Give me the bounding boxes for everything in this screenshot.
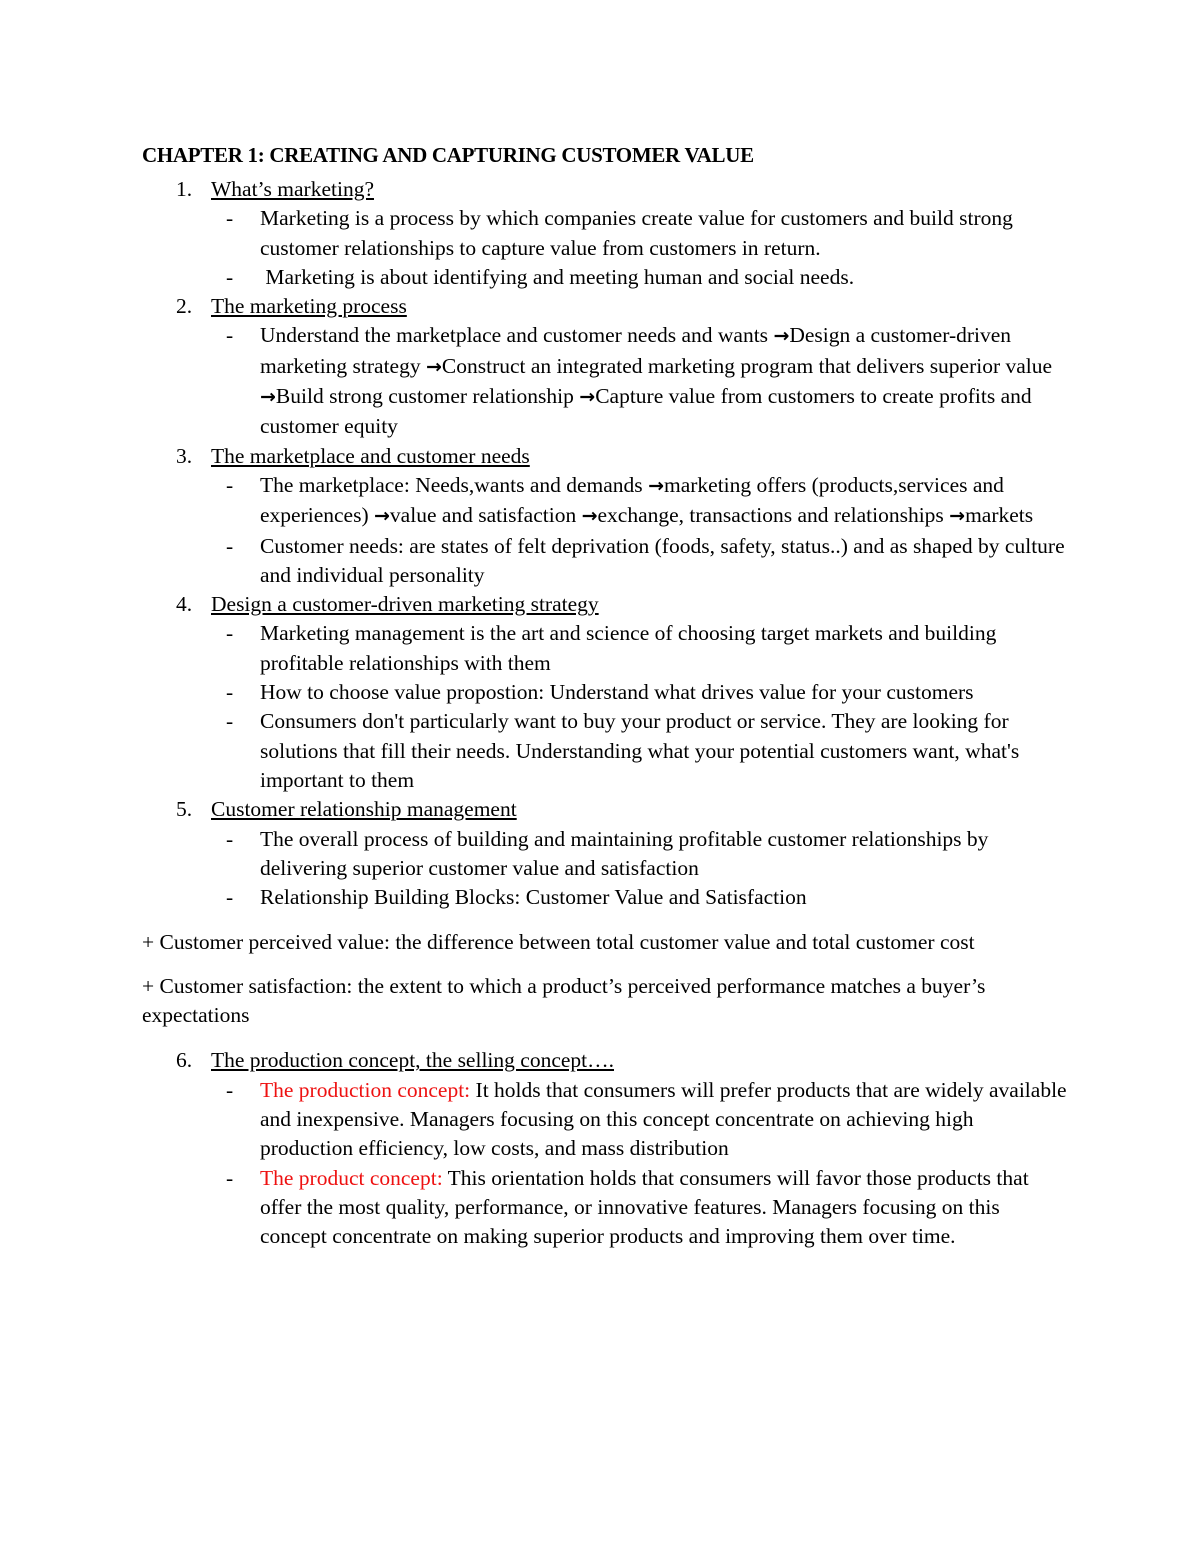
section-1 [142,175,1067,292]
bullet-dash: - [226,709,234,734]
bullet-item [142,619,1067,678]
bullet-text: Customer needs: are states of felt deprivation (foods, safety, status..) and as shaped by culture and individual personality [260,533,1065,587]
bullet-dash: - [226,1165,234,1190]
section-5 [142,795,1067,912]
section-heading [142,442,1067,471]
bullet-item [142,1076,1067,1164]
bullet-text [260,323,1052,438]
bullet-item [142,707,1067,795]
bullet-item [142,263,1067,292]
bullet-dash: - [226,826,234,851]
bullet-dash: - [226,621,234,646]
section-heading-text: The production concept, the selling concept…. [211,1048,614,1073]
bullet-text: The overall process of building and maintaining profitable customer relationships by delivering superior customer value and satisfaction [260,826,989,880]
section-number: 1. [176,177,193,201]
section-heading [142,590,1067,619]
section-heading [142,1046,1067,1075]
bullet-item [142,825,1067,884]
marketplace-step: marketing offers (products,services and experiences) [260,472,1004,528]
section-heading [142,175,1067,204]
concept-description: It holds that consumers will prefer products that are widely available and inexpensive. Managers focusing on this concept concentrate on achieving high production efficiency, low costs, and mass distribution [260,1077,1067,1161]
section-heading [142,292,1067,321]
section-3 [142,442,1067,590]
bullet-item [142,1164,1067,1252]
section-6 [142,1046,1067,1251]
bullet-dash: - [226,323,234,348]
bullet-text [260,473,1033,527]
bullet-dash: - [226,206,234,231]
process-step: Build strong customer relationship [275,384,580,409]
bullet-text [260,1078,1067,1161]
note-paragraph: + Customer perceived value: the difference between total customer value and total customer cost [142,930,975,955]
arrow-right-icon: → [425,355,442,378]
bullet-dash: - [226,680,234,705]
marketplace-step: markets [965,503,1034,528]
note-paragraph: + Customer satisfaction: the extent to which a product’s perceived performance matches a buyer’s expectations [142,973,986,1028]
process-step: Understand the marketplace and customer needs and wants [260,323,774,348]
document-page [142,140,1067,1251]
bullet-text: How to choose value propostion: Understand what drives value for your customers [260,680,974,705]
chapter-title: CHAPTER 1: CREATING AND CAPTURING CUSTOMER VALUE [142,143,754,167]
bullet-item [142,321,1067,441]
arrow-right-icon: → [949,505,966,528]
section-heading-text: Customer relationship management [211,797,517,822]
section-heading-text: The marketing process [211,294,407,319]
arrow-right-icon: → [581,505,598,528]
bullet-item [142,532,1067,591]
bullet-text: Marketing management is the art and science of choosing target markets and building profitable relationships with them [260,621,997,675]
bullet-dash: - [226,533,234,558]
bullet-item [142,678,1067,707]
section-number: 4. [176,592,193,617]
concept-label: The production concept: [260,1077,471,1102]
concept-description: This orientation holds that consumers will favor those products that offer the most quality, performance, or innovative features. Managers focusing on this concept concentrate on making superior products and improving them over time. [260,1165,1029,1249]
arrow-right-icon: → [374,505,390,528]
section-number: 3. [176,443,193,468]
bullet-dash: - [226,1077,234,1102]
section-heading-text: The marketplace and customer needs [211,443,530,468]
section-number: 5. [176,797,193,822]
bullet-text: Marketing is about identifying and meeting human and social needs. [260,264,855,289]
marketplace-step: exchange, transactions and relationships [597,503,950,528]
section-heading-text: Design a customer-driven marketing strategy [211,592,599,617]
bullet-text: Consumers don't particularly want to buy your product or service. They are looking for solutions that fill their needs. Understanding what your potential customers want, what's important to them [260,709,1020,792]
marketplace-step: The marketplace: Needs,wants and demands [260,472,649,497]
bullet-text: Relationship Building Blocks: Customer Value and Satisfaction [260,885,807,910]
bullet-item [142,883,1067,912]
section-2 [142,292,1067,441]
arrow-right-icon: → [648,474,664,497]
bullet-text: Marketing is a process by which companies create value for customers and build strong customer relationships to capture value from customers in return. [260,206,1013,260]
bullet-dash: - [226,264,234,289]
section-heading [142,795,1067,824]
bullet-text [260,1166,1029,1249]
section-4 [142,590,1067,795]
section-number: 6. [176,1048,193,1073]
process-step: Capture value from customers to create profits and customer equity [260,384,1032,439]
spacer [142,1030,1067,1046]
bullet-dash: - [226,885,234,910]
arrow-right-icon: → [773,325,790,348]
process-step: Construct an integrated marketing program that delivers superior value [441,353,1053,378]
bullet-item [142,204,1067,263]
bullet-dash: - [226,472,234,497]
arrow-right-icon: → [260,386,276,409]
concept-label: The product concept: [260,1165,443,1190]
section-number: 2. [176,294,193,319]
bullet-item [142,471,1067,532]
marketplace-step: value and satisfaction [389,503,582,528]
section-heading-text: What’s marketing? [211,177,374,201]
arrow-right-icon: → [579,386,596,409]
process-step: Design a customer-driven marketing strategy [260,323,1012,378]
